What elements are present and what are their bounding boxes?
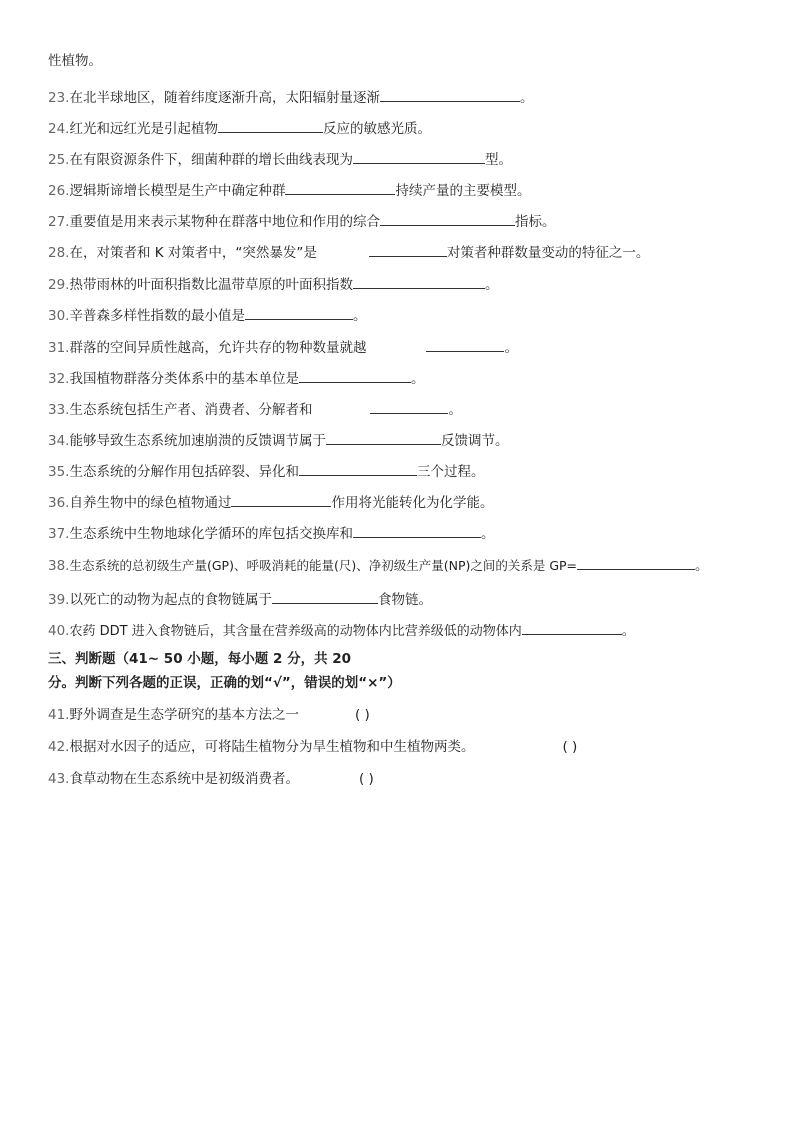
question-text: 在北半球地区，随着纬度逐渐升高，太阳辐射量逐渐 — [69, 90, 380, 106]
continued-text — [48, 52, 102, 70]
question-text: 生态系统中生物地球化学循环的库包括交换库和 — [69, 526, 353, 542]
question-37 — [48, 524, 494, 543]
question-43 — [48, 770, 374, 788]
question-24 — [48, 119, 431, 138]
question-tail: 。 — [519, 90, 534, 106]
question-text: 红光和远红光是引起植物 — [69, 121, 218, 137]
question-text: 食草动物在生态系统中是初级消费者。 — [69, 771, 299, 787]
section-instructions-text: 分。判断下列各题的正误，正确的划“√”，错误的划“×”） — [48, 675, 401, 691]
question-number: 24. — [48, 121, 70, 137]
question-number: 34. — [48, 433, 70, 449]
question-text: 生态系统的总初级生产量(GP)、呼吸消耗的能量(尺)、净初级生产量(NP)之间的关系是 GP= — [69, 558, 578, 573]
question-tail: 作用将光能转化为化学能。 — [331, 495, 494, 511]
answer-blank[interactable] — [370, 400, 448, 414]
question-number: 32. — [48, 371, 70, 387]
section-heading-line1 — [48, 650, 351, 668]
question-32 — [48, 369, 424, 388]
question-number: 39. — [48, 592, 70, 608]
answer-blank[interactable] — [245, 306, 353, 320]
question-tail: 。 — [621, 623, 636, 639]
question-text: 自养生物中的绿色植物通过 — [69, 495, 232, 511]
question-text: 在，对策者和 K 对策者中，“突然暴发”是 — [69, 245, 317, 261]
question-text: 野外调查是生态学研究的基本方法之一 — [69, 707, 299, 723]
question-41 — [48, 706, 370, 724]
section-heading-text: 三、判断题（41~ 50 小题，每小题 2 分，共 20 — [48, 651, 352, 667]
question-38 — [48, 556, 709, 575]
question-31 — [48, 338, 518, 357]
question-42 — [48, 738, 577, 756]
question-23 — [48, 88, 533, 107]
question-number: 30. — [48, 308, 70, 324]
answer-blank[interactable] — [231, 493, 331, 507]
question-27 — [48, 212, 555, 231]
answer-blank[interactable] — [577, 556, 695, 570]
question-text: 重要值是用来表示某物种在群落中地位和作用的综合 — [69, 214, 380, 230]
question-30 — [48, 306, 366, 325]
answer-blank[interactable] — [353, 275, 485, 289]
question-number: 41. — [48, 707, 70, 723]
question-39 — [48, 590, 432, 609]
answer-blank[interactable] — [285, 181, 395, 195]
question-number: 35. — [48, 464, 70, 480]
question-number: 28. — [48, 245, 70, 261]
answer-parentheses[interactable]: ( ) — [562, 739, 578, 755]
question-text: 生态系统包括生产者、消费者、分解者和 — [69, 402, 313, 418]
answer-blank[interactable] — [299, 462, 417, 476]
answer-parentheses[interactable]: ( ) — [358, 771, 374, 787]
question-number: 42. — [48, 739, 70, 755]
question-text: 在有限资源条件下，细菌种群的增长曲线表现为 — [69, 152, 353, 168]
answer-blank[interactable] — [426, 338, 504, 352]
question-tail: 。 — [484, 277, 499, 293]
question-25 — [48, 150, 512, 169]
question-text: 群落的空间异质性越高，允许共存的物种数量就越 — [69, 340, 367, 356]
answer-blank[interactable] — [380, 212, 515, 226]
answer-blank[interactable] — [353, 524, 481, 538]
answer-blank[interactable] — [369, 243, 447, 257]
question-number: 25. — [48, 152, 70, 168]
question-text: 我国植物群落分类体系中的基本单位是 — [69, 371, 299, 387]
answer-parentheses[interactable]: ( ) — [354, 707, 370, 723]
question-tail: 。 — [480, 526, 495, 542]
question-tail: 持续产量的主要模型。 — [395, 183, 531, 199]
answer-blank[interactable] — [353, 150, 485, 164]
answer-blank[interactable] — [299, 369, 411, 383]
question-text: 逻辑斯谛增长模型是生产中确定种群 — [69, 183, 286, 199]
question-text: 能够导致生态系统加速崩溃的反馈调节属于 — [69, 433, 326, 449]
question-tail: 对策者种群数量变动的特征之一。 — [446, 245, 650, 261]
question-34 — [48, 431, 508, 450]
question-29 — [48, 275, 498, 294]
question-tail: 食物链。 — [377, 592, 432, 608]
question-text: 根据对水因子的适应，可将陆生植物分为旱生植物和中生植物两类。 — [69, 739, 475, 755]
question-tail: 三个过程。 — [416, 464, 485, 480]
answer-blank[interactable] — [522, 621, 622, 635]
question-number: 23. — [48, 90, 70, 106]
question-26 — [48, 181, 530, 200]
question-number: 37. — [48, 526, 70, 542]
answer-blank[interactable] — [380, 88, 520, 102]
question-40 — [48, 621, 635, 641]
answer-blank[interactable] — [218, 119, 323, 133]
question-text: 热带雨林的叶面积指数比温带草原的叶面积指数 — [69, 277, 353, 293]
question-number: 29. — [48, 277, 70, 293]
question-33 — [48, 400, 462, 419]
question-text: 以死亡的动物为起点的食物链属于 — [69, 592, 272, 608]
question-tail: 反馈调节。 — [440, 433, 509, 449]
question-tail: 。 — [448, 402, 462, 418]
question-tail: 指标。 — [514, 214, 556, 230]
question-28 — [48, 243, 649, 262]
question-tail: 。 — [695, 558, 709, 574]
answer-blank[interactable] — [272, 590, 378, 604]
question-text: 农药 DDT 进入食物链后，其含量在营养级高的动物体内比营养级低的动物体内 — [69, 624, 522, 639]
question-tail: 型。 — [484, 152, 512, 168]
question-number: 43. — [48, 771, 70, 787]
question-text: 辛普森多样性指数的最小值是 — [69, 308, 245, 324]
question-text: 生态系统的分解作用包括碎裂、异化和 — [69, 464, 299, 480]
question-number: 36. — [48, 495, 70, 511]
answer-blank[interactable] — [326, 431, 441, 445]
question-number: 27. — [48, 214, 70, 230]
question-tail: 。 — [410, 371, 425, 387]
question-tail: 反应的敏感光质。 — [322, 121, 431, 137]
question-tail: 。 — [504, 340, 518, 356]
question-36 — [48, 493, 493, 512]
question-number: 40. — [48, 623, 70, 639]
question-number: 38. — [48, 558, 70, 574]
question-tail: 。 — [352, 308, 367, 324]
question-number: 31. — [48, 340, 70, 356]
question-35 — [48, 462, 484, 481]
continued-text-label: 性植物。 — [48, 53, 102, 69]
section-heading-line2 — [48, 674, 401, 692]
question-number: 26. — [48, 183, 70, 199]
question-number: 33. — [48, 402, 70, 418]
